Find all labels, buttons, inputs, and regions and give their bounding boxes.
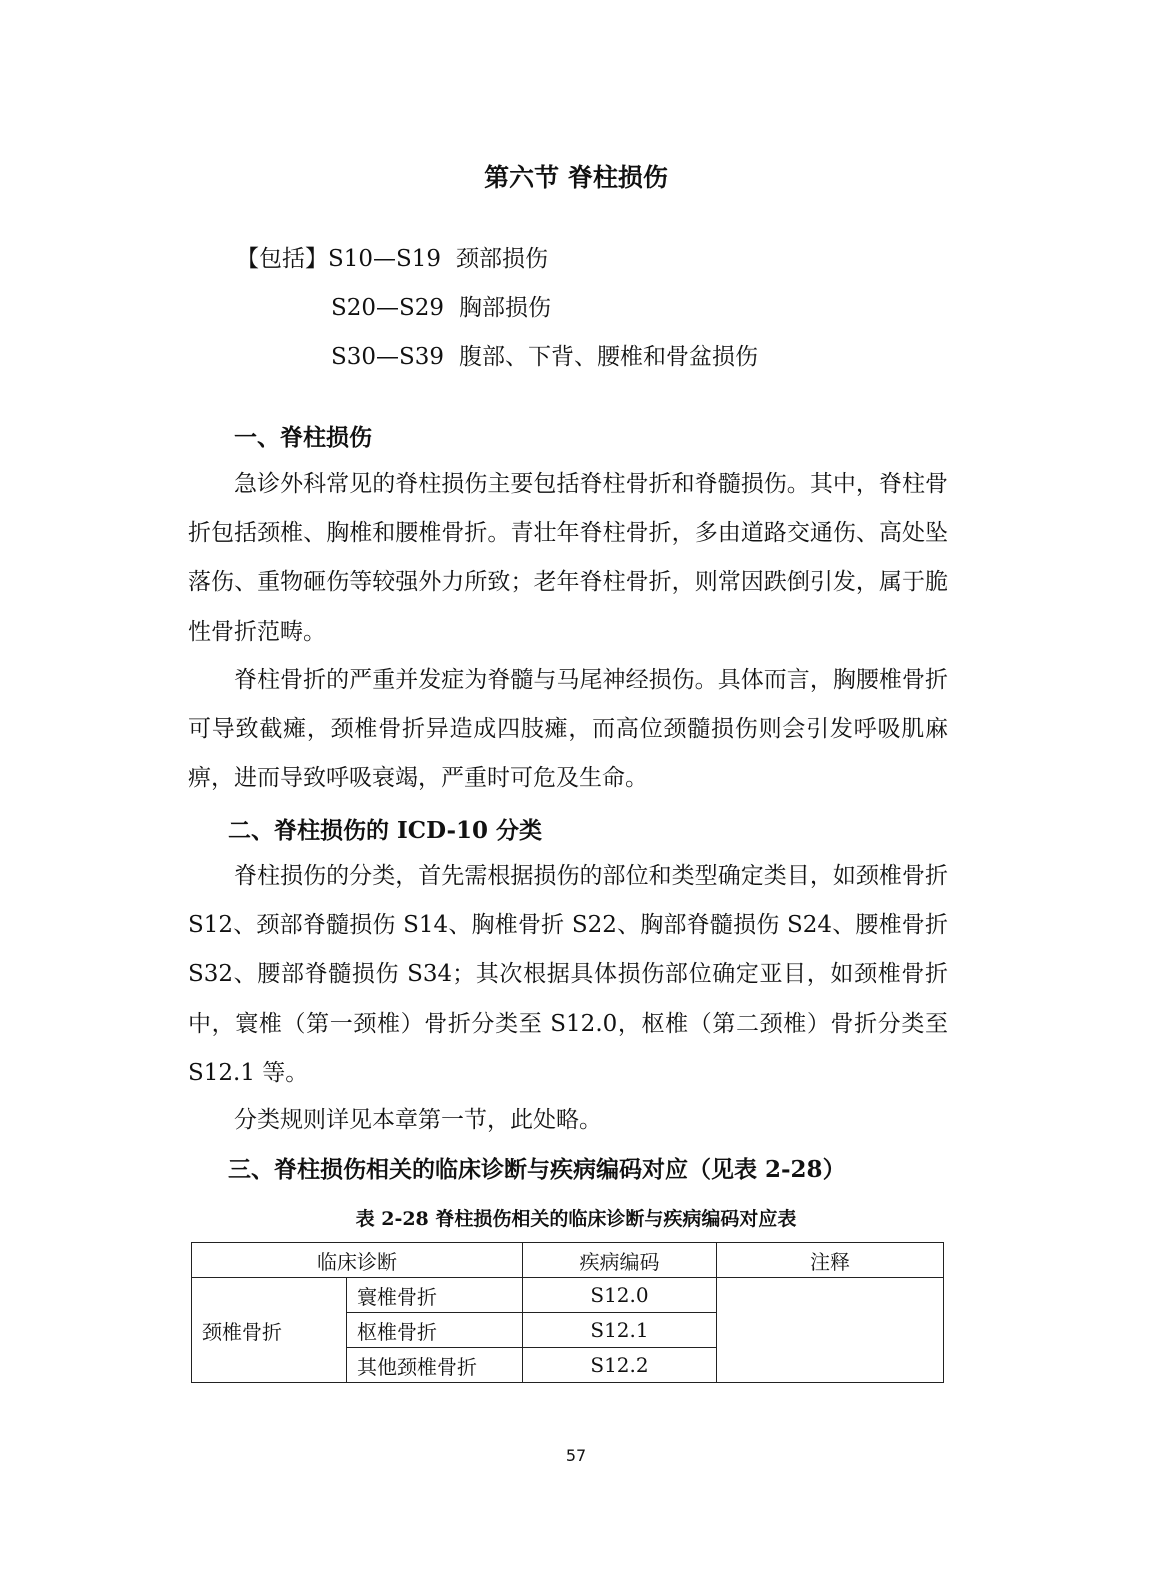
table-row bbox=[192, 1278, 944, 1313]
heading-part3: 三、脊柱损伤相关的临床诊断与疾病编码对应（见表 2-28） bbox=[228, 1156, 846, 1183]
heading-part1: 一、脊柱损伤 bbox=[234, 424, 372, 451]
paragraph: 脊柱骨折的严重并发症为脊髓与马尾神经损伤。具体而言，胸腰椎骨折可导致截瘫，颈椎骨折异造成四肢瘫，而高位颈髓损伤则会引发呼吸肌麻痹，进而导致呼吸衰竭，严重时可危及生命。 bbox=[188, 667, 948, 792]
diagnosis-cell: 其他颈椎骨折 bbox=[347, 1348, 523, 1383]
includes-desc: 颈部损伤 bbox=[456, 246, 548, 272]
header-diagnosis: 临床诊断 bbox=[192, 1243, 523, 1278]
diagnosis-cell: 寰椎骨折 bbox=[347, 1278, 523, 1313]
includes-code: S30—S39 bbox=[331, 344, 445, 370]
includes-label: 【包括】 bbox=[236, 246, 328, 272]
paragraph: 分类规则详见本章第一节，此处略。 bbox=[234, 1107, 602, 1133]
header-code: 疾病编码 bbox=[523, 1243, 717, 1278]
includes-desc: 腹部、下背、腰椎和骨盆损伤 bbox=[459, 344, 758, 370]
heading-part2: 二、脊柱损伤的 ICD-10 分类 bbox=[228, 817, 543, 844]
note-cell bbox=[717, 1278, 944, 1383]
group-cell: 颈椎骨折 bbox=[192, 1278, 347, 1383]
page-number: 57 bbox=[565, 1446, 587, 1465]
includes-row-1 bbox=[236, 240, 548, 273]
includes-code: S10—S19 bbox=[328, 246, 442, 272]
paragraph: 脊柱损伤的分类，首先需根据损伤的部位和类型确定类目，如颈椎骨折 S12、颈部脊髓损伤 S14、胸椎骨折 S22、胸部脊髓损伤 S24、腰椎骨折 S32、腰部脊髓损伤 S34；其次根据具体损伤部位确定亚目，如颈椎骨折中，寰椎（第一颈椎）骨折分类至 S12.0，枢椎（第二颈椎）骨折分类至 S12.1 等。 bbox=[188, 863, 948, 1086]
includes-row-3 bbox=[331, 338, 758, 371]
code-table bbox=[191, 1242, 944, 1383]
code-cell: S12.2 bbox=[523, 1348, 717, 1383]
section-title: 第六节 脊柱损伤 bbox=[484, 163, 668, 192]
includes-code: S20—S29 bbox=[331, 295, 445, 321]
table-caption: 表 2-28 脊柱损伤相关的临床诊断与疾病编码对应表 bbox=[355, 1208, 797, 1230]
paragraph: 急诊外科常见的脊柱损伤主要包括脊柱骨折和脊髓损伤。其中，脊柱骨折包括颈椎、胸椎和腰椎骨折。青壮年脊柱骨折，多由道路交通伤、高处坠落伤、重物砸伤等较强外力所致；老年脊柱骨折，则常因跌倒引发，属于脆性骨折范畴。 bbox=[188, 471, 948, 645]
includes-desc: 胸部损伤 bbox=[459, 295, 551, 321]
header-note: 注释 bbox=[717, 1243, 944, 1278]
code-cell: S12.1 bbox=[523, 1313, 717, 1348]
table-header-row bbox=[192, 1243, 944, 1278]
code-cell: S12.0 bbox=[523, 1278, 717, 1313]
diagnosis-cell: 枢椎骨折 bbox=[347, 1313, 523, 1348]
includes-row-2 bbox=[331, 289, 551, 322]
